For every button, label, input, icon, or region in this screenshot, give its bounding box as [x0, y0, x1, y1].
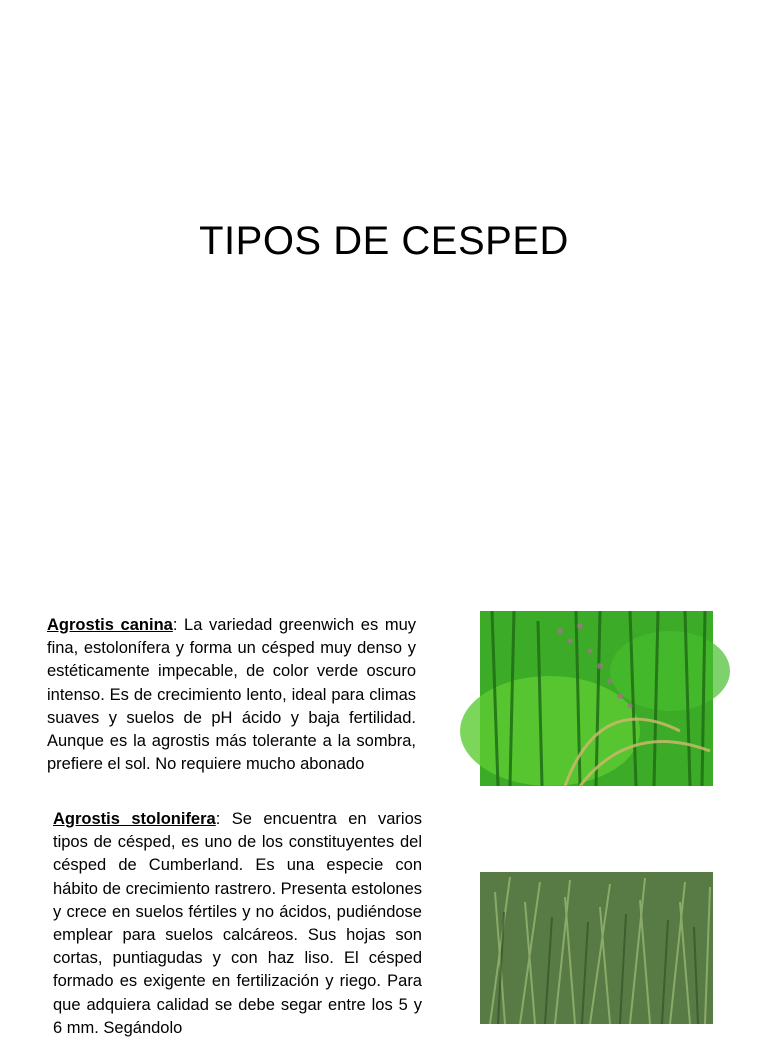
- grass-canina-illustration: [480, 611, 713, 786]
- section-text: La variedad greenwich es muy fina, estolonífera y forma un césped muy denso y estéticamente impecable, de color verde oscuro intenso. Es de crecimiento lento, ideal para climas suaves y suelos de pH ácido y baja fertilidad. Aunque es la agrostis más tolerante a la sombra, prefiere el sol. No requiere mucho abonado: [47, 616, 416, 774]
- term-agrostis-stolonifera: Agrostis stolonifera: [53, 810, 216, 828]
- section-text: Se encuentra en varios tipos de césped, es uno de los constituyentes del césped de Cumberland. Es una especie con hábito de crecimiento rastrero. Presenta estolones y crece en suelos fértiles y no ácidos, pudiéndose emplear para suelos calcáreos. Sus hojas son cortas, puntiagudas y con haz liso. El césped formado es exigente en fertilización y riego. Para que adquiera calidad se debe segar entre los 5 y 6 mm. Segándolo: [53, 810, 422, 1037]
- grass-photo-agrostis-canina: [480, 611, 713, 786]
- term-separator: :: [215, 810, 221, 828]
- page-title: TIPOS DE CESPED: [199, 219, 569, 263]
- term-agrostis-canina: Agrostis canina: [47, 616, 173, 634]
- grass-stolonifera-illustration: [480, 872, 713, 1024]
- term-separator: :: [172, 616, 178, 634]
- section-agrostis-stolonifera: [53, 808, 422, 1040]
- section-agrostis-canina: [47, 614, 416, 776]
- grass-photo-agrostis-stolonifera: [480, 872, 713, 1024]
